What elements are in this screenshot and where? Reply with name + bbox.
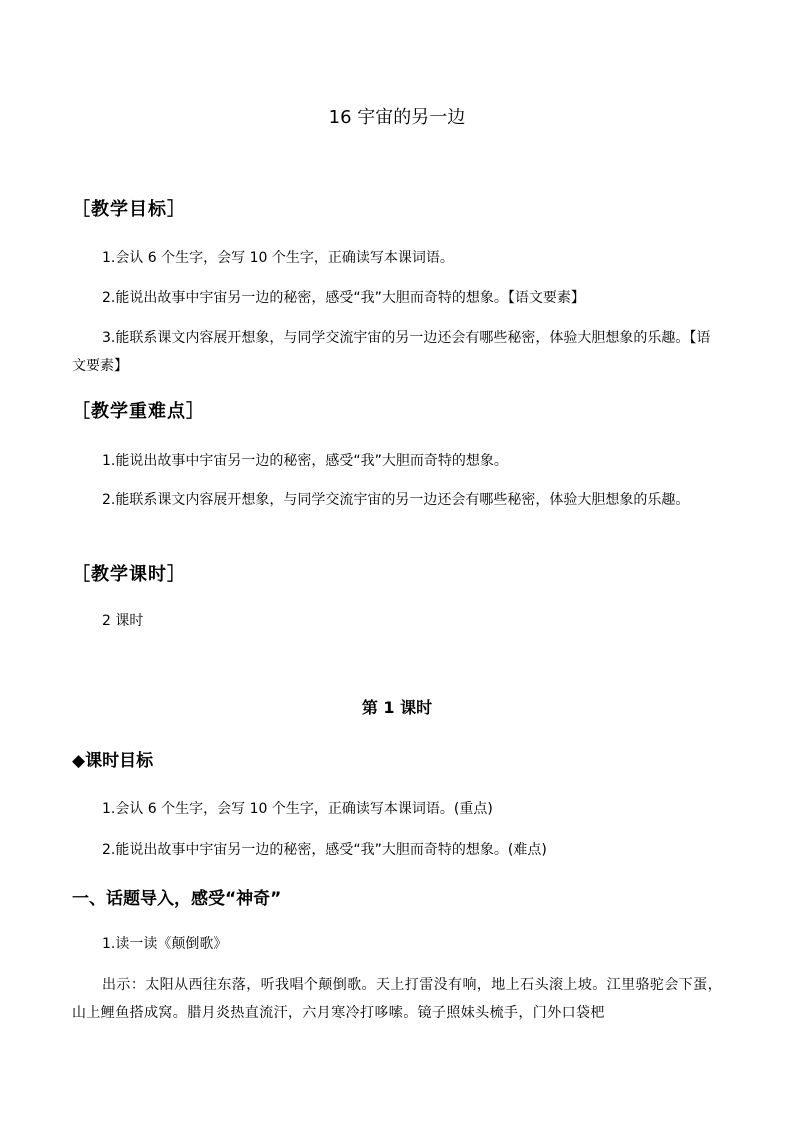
periods-value: 2 课时	[102, 613, 144, 629]
periods-heading: ［教学课时］	[72, 564, 186, 585]
objective-item-2: 2.能说出故事中宇宙另一边的秘密，感受“我”大胆而奇特的想象。【语文要素】	[102, 290, 585, 306]
key-points-heading: ［教学重难点］	[72, 401, 205, 422]
document-title: 16 宇宙的另一边	[328, 107, 466, 128]
key-point-item-2: 2.能联系课文内容展开想象，与同学交流宇宙的另一边还会有哪些秘密，体验大胆想象的乐趣。	[102, 492, 690, 508]
section-step-1: 1.读一读《颠倒歌》	[102, 936, 228, 952]
objective-item-3: 3.能联系课文内容展开想象，与同学交流宇宙的另一边还会有哪些秘密，体验大胆想象的乐趣。【语文要素】	[72, 330, 711, 374]
lesson-goal-item-1: 1.会认 6 个生字，会写 10 个生字，正确读写本课词语。(重点)	[102, 801, 493, 817]
objectives-heading: ［教学目标］	[72, 199, 186, 220]
key-point-item-1: 1.能说出故事中宇宙另一边的秘密，感受“我”大胆而奇特的想象。	[102, 453, 508, 469]
objective-item-1: 1.会认 6 个生字，会写 10 个生字，正确读写本课词语。	[102, 250, 454, 266]
example-text: 出示：太阳从西往东落，听我唱个颠倒歌。天上打雷没有响，地上石头滚上坡。江里骆驼会下蛋，山上鲤鱼搭成窝。腊月炎热直流汗，六月寒冷打哆嗦。镜子照妹头梳手，门外口袋杷	[72, 977, 722, 1021]
lesson-goal-heading: ◆课时目标	[72, 751, 154, 771]
section-heading-1: 一、话题导入，感受“神奇”	[72, 889, 282, 909]
lesson-goal-item-2: 2.能说出故事中宇宙另一边的秘密，感受“我”大胆而奇特的想象。(难点)	[102, 842, 547, 858]
lesson-title: 第 1 课时	[361, 698, 433, 717]
